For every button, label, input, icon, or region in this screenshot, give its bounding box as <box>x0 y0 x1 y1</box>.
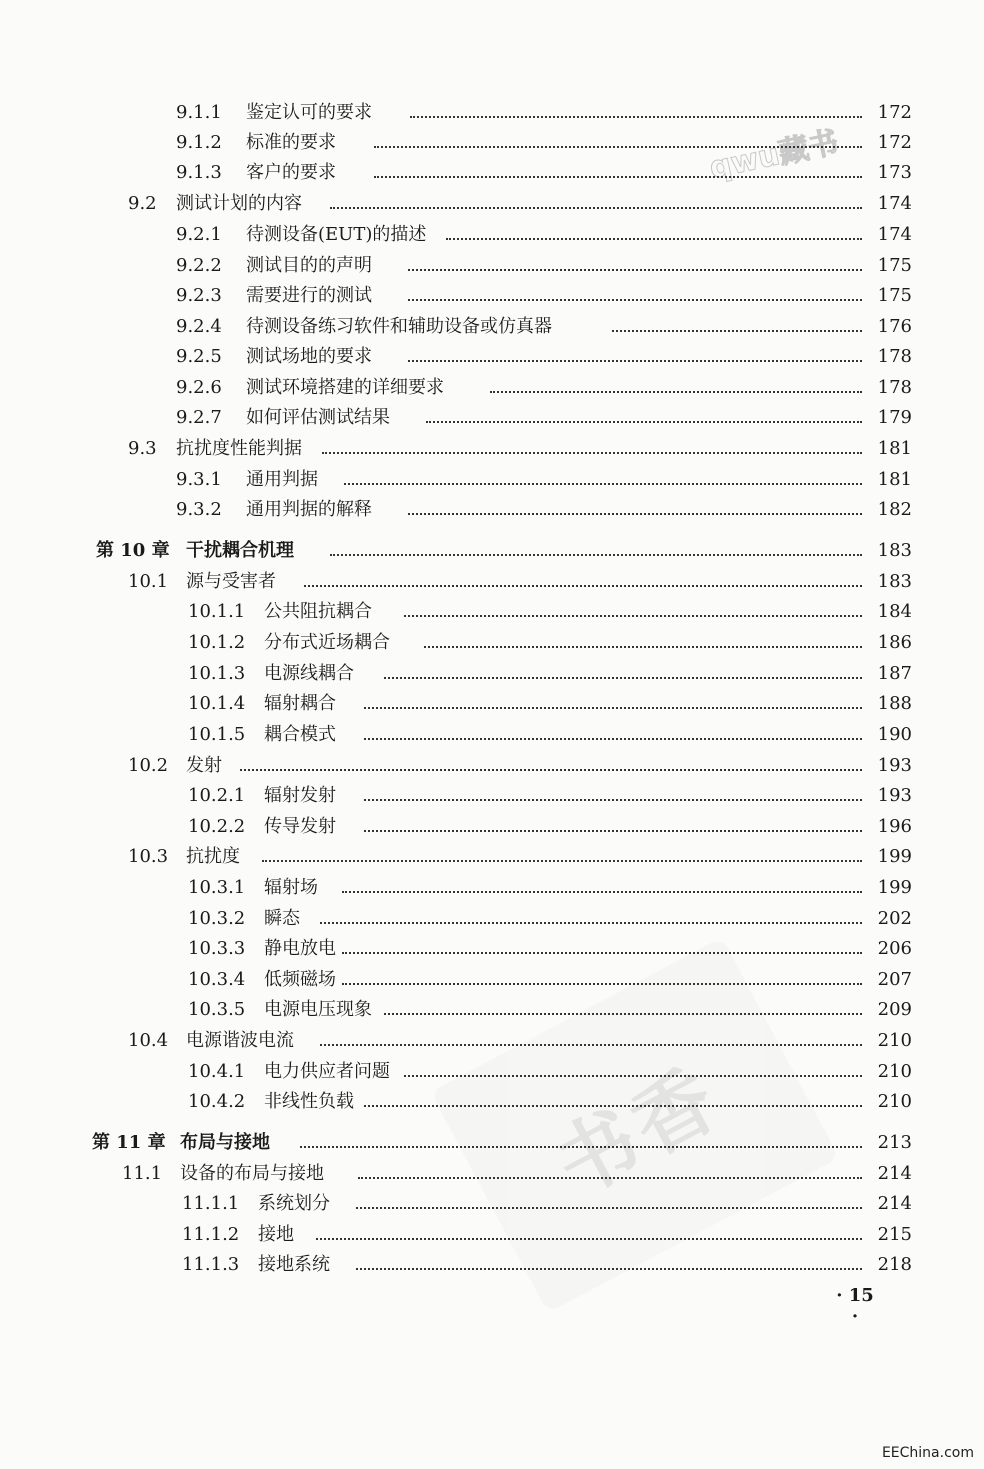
toc-entry <box>0 343 984 371</box>
entry-number: 10.3.2 <box>188 908 246 929</box>
dot-leader <box>364 799 862 801</box>
entry-title: 辐射发射 <box>264 785 336 806</box>
dot-leader <box>364 738 862 740</box>
entry-title: 辐射场 <box>264 877 318 898</box>
chapter-number: 第 11 章 <box>92 1132 166 1153</box>
toc-entry <box>0 660 984 688</box>
toc-entry <box>0 690 984 718</box>
entry-title: 测试环境搭建的详细要求 <box>246 377 444 398</box>
entry-page: 182 <box>877 499 912 520</box>
entry-page: 213 <box>877 1132 912 1153</box>
entry-number: 10.3.3 <box>188 938 246 959</box>
entry-page: 218 <box>877 1254 912 1275</box>
entry-page: 175 <box>877 255 912 276</box>
entry-page: 214 <box>877 1163 912 1184</box>
entry-page: 215 <box>877 1224 912 1245</box>
entry-title: 静电放电 <box>264 938 336 959</box>
entry-page: 210 <box>877 1061 912 1082</box>
entry-number: 10.3.5 <box>188 999 246 1020</box>
toc-entry <box>0 1088 984 1116</box>
toc-entry <box>0 282 984 310</box>
toc-entry <box>0 99 984 127</box>
toc-entry <box>0 813 984 841</box>
entry-page: 172 <box>877 102 912 123</box>
entry-page: 174 <box>877 224 912 245</box>
dot-leader <box>322 452 862 454</box>
entry-title: 耦合模式 <box>264 724 336 745</box>
entry-number: 9.2.4 <box>176 316 222 337</box>
toc-entry <box>0 996 984 1024</box>
entry-title: 辐射耦合 <box>264 693 336 714</box>
dot-leader <box>300 1146 862 1148</box>
brand-watermark: qwu藏书 <box>706 124 842 187</box>
entry-page: 209 <box>877 999 912 1020</box>
entry-title: 测试目的的声明 <box>246 255 372 276</box>
entry-page: 196 <box>877 816 912 837</box>
toc-entry <box>0 496 984 524</box>
entry-page: 183 <box>877 540 912 561</box>
chapter-number: 第 10 章 <box>96 540 170 561</box>
dot-leader <box>424 646 862 648</box>
dot-leader <box>344 483 862 485</box>
entry-page: 178 <box>877 346 912 367</box>
toc-entry <box>0 1058 984 1086</box>
entry-number: 10.1.4 <box>188 693 246 714</box>
entry-page: 188 <box>877 693 912 714</box>
dot-leader <box>374 146 862 148</box>
dot-leader <box>342 952 862 954</box>
toc-entry <box>0 874 984 902</box>
toc-entry <box>0 221 984 249</box>
entry-number: 10.2.2 <box>188 816 246 837</box>
entry-number: 9.1.2 <box>176 132 222 153</box>
toc-entry <box>0 435 984 463</box>
dot-leader <box>304 585 862 587</box>
entry-title: 接地 <box>258 1224 294 1245</box>
entry-number: 10.2.1 <box>188 785 246 806</box>
dot-leader <box>358 1177 862 1179</box>
toc-entry <box>0 782 984 810</box>
dot-leader <box>384 677 862 679</box>
entry-title: 电源线耦合 <box>264 663 354 684</box>
entry-page: 210 <box>877 1091 912 1112</box>
entry-title: 传导发射 <box>264 816 336 837</box>
toc-entry <box>0 404 984 432</box>
entry-number: 11.1.2 <box>182 1224 240 1245</box>
entry-number: 9.2.1 <box>176 224 222 245</box>
dot-leader <box>408 299 862 301</box>
dot-leader <box>408 360 862 362</box>
entry-number: 10.1.5 <box>188 724 246 745</box>
entry-title: 需要进行的测试 <box>246 285 372 306</box>
entry-number: 11.1 <box>122 1163 163 1184</box>
toc-entry <box>0 966 984 994</box>
entry-page: 187 <box>877 663 912 684</box>
entry-page: 175 <box>877 285 912 306</box>
entry-page: 181 <box>877 469 912 490</box>
entry-title: 测试场地的要求 <box>246 346 372 367</box>
entry-page: 183 <box>877 571 912 592</box>
entry-title: 接地系统 <box>258 1254 330 1275</box>
entry-page: 210 <box>877 1030 912 1051</box>
dot-leader <box>320 1044 862 1046</box>
entry-title: 鉴定认可的要求 <box>246 102 372 123</box>
entry-number: 10.3.1 <box>188 877 246 898</box>
dot-leader <box>364 830 862 832</box>
chapter-title: 布局与接地 <box>180 1132 270 1153</box>
entry-page: 178 <box>877 377 912 398</box>
entry-title: 源与受害者 <box>186 571 276 592</box>
dot-leader <box>320 922 862 924</box>
toc-entry <box>0 190 984 218</box>
toc-entry <box>0 568 984 596</box>
dot-leader <box>384 1013 862 1015</box>
entry-title: 发射 <box>186 755 222 776</box>
entry-number: 10.1.2 <box>188 632 246 653</box>
toc-entry <box>0 721 984 749</box>
entry-title: 抗扰度性能判据 <box>176 438 302 459</box>
entry-number: 10.3.4 <box>188 969 246 990</box>
toc-entry <box>0 752 984 780</box>
toc-entry <box>0 843 984 871</box>
entry-number: 9.3.2 <box>176 499 222 520</box>
entry-page: 176 <box>877 316 912 337</box>
toc-entry <box>0 905 984 933</box>
dot-leader <box>262 860 862 862</box>
entry-page: 190 <box>877 724 912 745</box>
entry-page: 193 <box>877 755 912 776</box>
entry-number: 10.2 <box>128 755 169 776</box>
toc-entry <box>0 159 984 187</box>
entry-number: 10.4.2 <box>188 1091 246 1112</box>
entry-title: 系统划分 <box>258 1193 330 1214</box>
entry-number: 9.2.5 <box>176 346 222 367</box>
toc-entry <box>0 598 984 626</box>
entry-title: 如何评估测试结果 <box>246 407 390 428</box>
entry-number: 9.2.7 <box>176 407 222 428</box>
dot-leader <box>240 769 862 771</box>
page-number: · 15 · <box>836 1285 874 1327</box>
dot-leader <box>356 1207 862 1209</box>
chapter-title: 干扰耦合机理 <box>186 540 294 561</box>
entry-title: 抗扰度 <box>186 846 240 867</box>
entry-title: 通用判据的解释 <box>246 499 372 520</box>
dot-leader <box>404 1075 862 1077</box>
entry-title: 分布式近场耦合 <box>264 632 390 653</box>
entry-title: 客户的要求 <box>246 162 336 183</box>
entry-page: 173 <box>877 162 912 183</box>
entry-title: 标准的要求 <box>246 132 336 153</box>
toc-entry <box>0 1027 984 1055</box>
entry-title: 公共阻抗耦合 <box>264 601 372 622</box>
entry-title: 非线性负载 <box>264 1091 354 1112</box>
entry-page: 193 <box>877 785 912 806</box>
entry-number: 9.1.1 <box>176 102 222 123</box>
entry-number: 11.1.1 <box>182 1193 240 1214</box>
site-watermark: EEChina.com <box>881 1445 974 1461</box>
entry-number: 9.2.2 <box>176 255 222 276</box>
dot-leader <box>446 238 862 240</box>
dot-leader <box>316 1238 862 1240</box>
toc-entry <box>0 629 984 657</box>
entry-number: 9.1.3 <box>176 162 222 183</box>
entry-title: 通用判据 <box>246 469 318 490</box>
dot-leader <box>404 615 862 617</box>
toc-entry <box>0 374 984 402</box>
toc-entry <box>0 1251 984 1279</box>
entry-page: 202 <box>877 908 912 929</box>
dot-leader <box>490 391 862 393</box>
toc-entry <box>0 129 984 157</box>
entry-page: 199 <box>877 846 912 867</box>
entry-number: 10.1.3 <box>188 663 246 684</box>
toc-chapter <box>0 1129 984 1157</box>
entry-number: 11.1.3 <box>182 1254 240 1275</box>
dot-leader <box>364 707 862 709</box>
dot-leader <box>612 330 862 332</box>
entry-number: 10.1.1 <box>188 601 246 622</box>
dot-leader <box>408 269 862 271</box>
entry-title: 瞬态 <box>264 908 300 929</box>
toc-entry <box>0 1221 984 1249</box>
toc-entry <box>0 935 984 963</box>
dot-leader <box>374 176 862 178</box>
toc-chapter <box>0 537 984 565</box>
dot-leader <box>330 554 862 556</box>
entry-number: 9.2 <box>128 193 157 214</box>
entry-number: 9.3.1 <box>176 469 222 490</box>
dot-leader <box>410 116 862 118</box>
toc-entry <box>0 1160 984 1188</box>
dot-leader <box>426 421 862 423</box>
dot-leader <box>330 207 862 209</box>
entry-title: 电源电压现象 <box>264 999 372 1020</box>
dot-leader <box>342 891 862 893</box>
dot-leader <box>356 1268 862 1270</box>
entry-number: 9.3 <box>128 438 157 459</box>
entry-number: 9.2.6 <box>176 377 222 398</box>
entry-page: 174 <box>877 193 912 214</box>
entry-page: 207 <box>877 969 912 990</box>
entry-title: 待测设备练习软件和辅助设备或仿真器 <box>246 316 552 337</box>
entry-title: 设备的布局与接地 <box>180 1163 324 1184</box>
toc-entry <box>0 466 984 494</box>
entry-title: 低频磁场 <box>264 969 336 990</box>
dot-leader <box>408 513 862 515</box>
entry-number: 10.4.1 <box>188 1061 246 1082</box>
entry-page: 199 <box>877 877 912 898</box>
dot-leader <box>364 1105 862 1107</box>
toc-entry <box>0 252 984 280</box>
entry-number: 10.4 <box>128 1030 169 1051</box>
entry-page: 184 <box>877 601 912 622</box>
entry-page: 172 <box>877 132 912 153</box>
entry-title: 电力供应者问题 <box>264 1061 390 1082</box>
entry-number: 9.2.3 <box>176 285 222 306</box>
entry-number: 10.3 <box>128 846 169 867</box>
toc-entry <box>0 313 984 341</box>
entry-title: 测试计划的内容 <box>176 193 302 214</box>
entry-page: 181 <box>877 438 912 459</box>
entry-title: 待测设备(EUT)的描述 <box>246 224 427 245</box>
seal-watermark: 书香 <box>431 937 840 1313</box>
entry-page: 186 <box>877 632 912 653</box>
entry-title: 电源谐波电流 <box>186 1030 294 1051</box>
entry-page: 179 <box>877 407 912 428</box>
entry-page: 214 <box>877 1193 912 1214</box>
entry-page: 206 <box>877 938 912 959</box>
toc-entry <box>0 1190 984 1218</box>
entry-number: 10.1 <box>128 571 169 592</box>
dot-leader <box>342 983 862 985</box>
